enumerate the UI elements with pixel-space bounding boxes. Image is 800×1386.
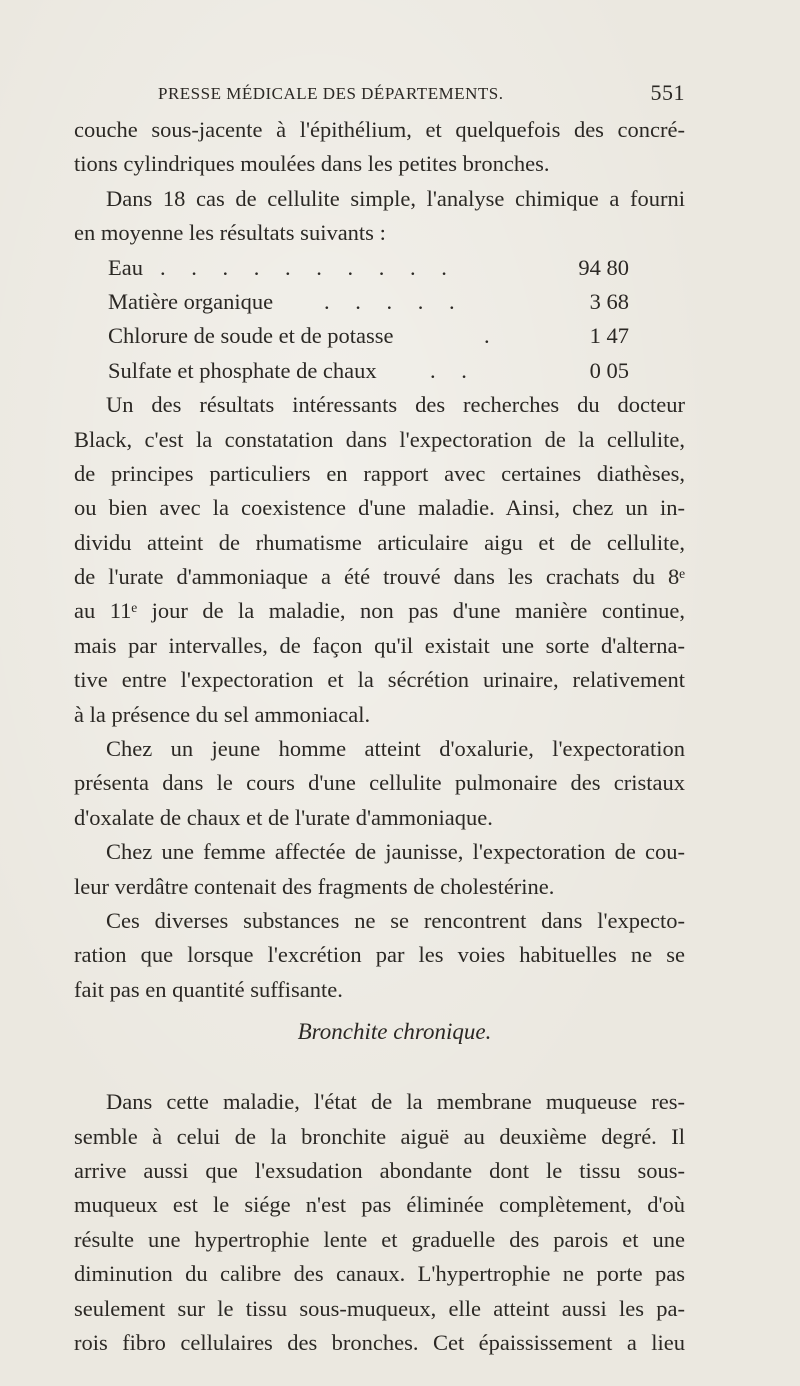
- leader-dots: . . . . .: [324, 288, 465, 314]
- analysis-row: [74, 251, 685, 285]
- leader-dots: .: [484, 323, 500, 349]
- analysis-label: Eau: [108, 254, 143, 280]
- text-line: de principes particuliers en rapport avec certaines diathèses,: [74, 460, 685, 486]
- analysis-row: [74, 285, 685, 319]
- leader-dots: . .: [430, 357, 477, 383]
- text-line: Chez une femme affectée de jaunisse, l'expectoration de cou-: [106, 839, 685, 865]
- text-line: fait pas en quantité suffisante.: [74, 976, 343, 1002]
- page-number: 551: [650, 80, 685, 105]
- text-line: arrive aussi que l'exsudation abondante dont le tissu sous-: [74, 1157, 685, 1183]
- section-heading: Bronchite chronique.: [297, 1019, 492, 1045]
- leader-dots: . . . . . . . . . .: [160, 254, 457, 280]
- text-line: seulement sur le tissu sous-muqueux, elle atteint aussi les pa-: [74, 1295, 685, 1321]
- analysis-value: 1 47: [589, 323, 629, 349]
- text-line: rois fibro cellulaires des bronches. Cet épaississement a lieu: [74, 1329, 685, 1355]
- analysis-label: Sulfate et phosphate de chaux: [108, 357, 377, 383]
- text-line: tive entre l'expectoration et la sécrétion urinaire, relativement: [74, 667, 685, 693]
- text-line: tions cylindriques moulées dans les petites bronches.: [74, 151, 550, 177]
- analysis-value: 0 05: [589, 357, 629, 383]
- analysis-value: 94 80: [578, 254, 629, 280]
- analysis-label: Matière organique: [108, 288, 274, 314]
- text-line: à la présence du sel ammoniacal.: [74, 701, 371, 727]
- text-line: leur verdâtre contenait des fragments de cholestérine.: [74, 873, 555, 899]
- text-line: Black, c'est la constatation dans l'expectoration de la cellulite,: [74, 426, 685, 452]
- text-line: Un des résultats intéressants des recherches du docteur: [106, 392, 685, 418]
- text-line: au 11ᵉ jour de la maladie, non pas d'une manière continue,: [74, 598, 685, 624]
- text-line: Dans 18 cas de cellulite simple, l'analyse chimique a fourni: [106, 185, 685, 211]
- text-line: diminution du calibre des canaux. L'hypertrophie ne porte pas: [74, 1261, 685, 1287]
- text-line: en moyenne les résultats suivants :: [74, 220, 386, 246]
- text-line: semble à celui de la bronchite aiguë au deuxième degré. Il: [74, 1123, 685, 1149]
- text-line: ou bien avec la coexistence d'une maladie. Ainsi, chez un in-: [74, 495, 685, 521]
- text-line: couche sous-jacente à l'épithélium, et quelquefois des concré-: [74, 117, 685, 142]
- text-line: de l'urate d'ammoniaque a été trouvé dans les crachats du 8ᵉ: [74, 564, 685, 590]
- analysis-label: Chlorure de soude et de potasse: [108, 323, 394, 349]
- text-line: Ces diverses substances ne se rencontrent dans l'expecto-: [106, 907, 685, 933]
- text-line: présenta dans le cours d'une cellulite pulmonaire des cristaux: [74, 770, 685, 796]
- text-line: muqueux est le siége n'est pas éliminée complètement, d'où: [74, 1192, 685, 1218]
- text-line: ration que lorsque l'excrétion par les voies habituelles ne se: [74, 942, 685, 968]
- running-title: PRESSE MÉDICALE DES DÉPARTEMENTS.: [158, 84, 504, 103]
- analysis-value: 3 68: [589, 288, 629, 314]
- text-line: d'oxalate de chaux et de l'urate d'ammoniaque.: [74, 804, 493, 830]
- text-line: résulte une hypertrophie lente et graduelle des parois et une: [74, 1226, 685, 1252]
- analysis-row: [74, 354, 685, 388]
- text-line: Chez un jeune homme atteint d'oxalurie, l'expectoration: [106, 736, 685, 762]
- text-line: Dans cette maladie, l'état de la membrane muqueuse res-: [106, 1089, 685, 1115]
- body-text: [74, 113, 685, 1360]
- text-line: mais par intervalles, de façon qu'il existait une sorte d'alterna-: [74, 632, 685, 658]
- analysis-row: [74, 319, 685, 353]
- running-head: [150, 80, 685, 110]
- text-line: dividu atteint de rhumatisme articulaire aigu et de cellulite,: [74, 529, 685, 555]
